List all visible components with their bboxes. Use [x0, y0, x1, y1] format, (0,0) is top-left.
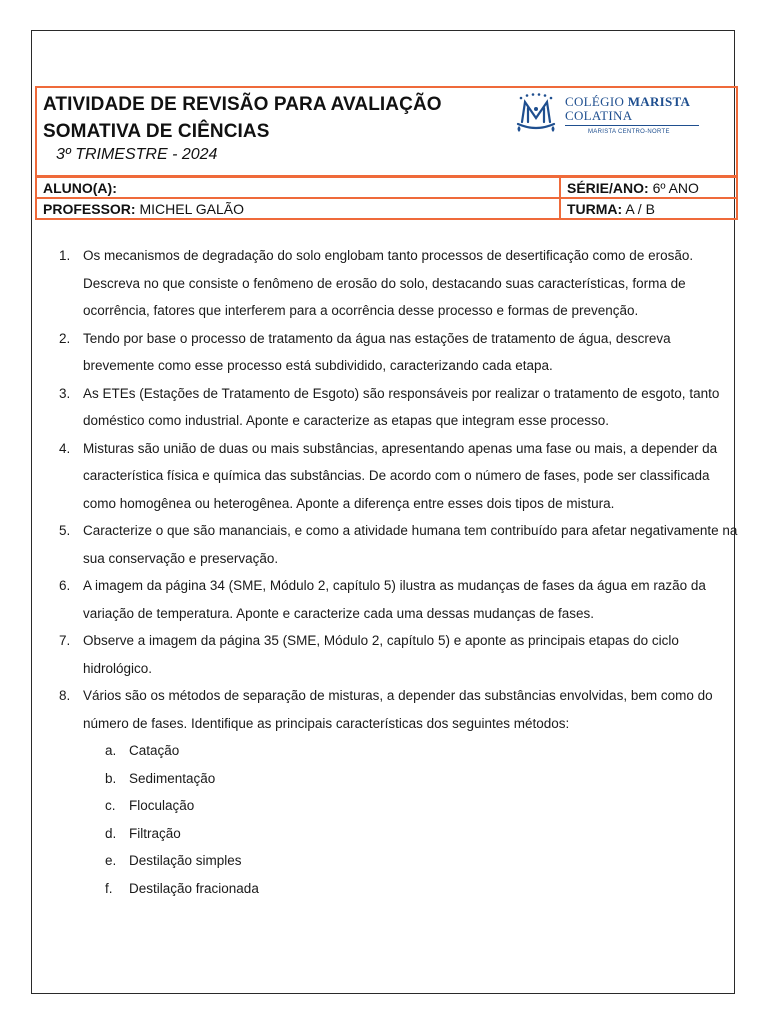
student-info-table: [35, 176, 738, 220]
document-subtitle: 3º TRIMESTRE - 2024: [56, 146, 218, 163]
question-item: [50, 380, 740, 435]
question-item: [50, 517, 740, 572]
question-text: Tendo por base o processo de tratamento da água nas estações de tratamento de água, descreva brevemente como esse processo está subdividido, caracterizando cada etapa.: [83, 330, 671, 373]
question-number: 3.: [59, 385, 71, 401]
method-item: [83, 765, 740, 793]
method-item: [83, 737, 740, 765]
class-cell: [560, 198, 737, 219]
method-item: [83, 875, 740, 903]
question-text: Os mecanismos de degradação do solo englobam tanto processos de desertificação como de erosão. Descreva no que consiste o fenômeno de erosão do solo, destacando suas características, forma de ocorrência, fatores que interferem para a ocorrência desse processo e formas de prevenção.: [83, 248, 694, 318]
question-number: 1.: [59, 248, 71, 263]
method-letter: d.: [105, 825, 117, 841]
question-text: Caracterize o que são mananciais, e como a atividade humana tem contribuído para afetar negativamente na sua conservação e preservação.: [83, 523, 738, 566]
method-letter: c.: [105, 798, 116, 813]
logo-line1-b: MARISTA: [627, 94, 691, 109]
logo-divider: [565, 125, 699, 126]
question-list: [50, 242, 740, 902]
teacher-cell: [36, 198, 560, 219]
question-text: As ETEs (Estações de Tratamento de Esgoto) são responsáveis por realizar o tratamento de esgoto, tanto doméstico como industrial. Aponte e caracterize as etapas que integram esse processo.: [83, 385, 720, 428]
question-item: [50, 242, 740, 325]
question-item: [50, 435, 740, 518]
student-label: ALUNO(A):: [43, 179, 117, 196]
logo-tagline: MARISTA CENTRO-NORTE: [588, 129, 670, 135]
question-item: [50, 627, 740, 682]
teacher-value: MICHEL GALÃO: [139, 200, 244, 217]
question-number: 5.: [59, 523, 71, 538]
method-letter: e.: [105, 853, 117, 868]
question-number: 4.: [59, 440, 71, 456]
logo-line2: COLATINA: [565, 108, 633, 123]
method-item: [83, 820, 740, 848]
question-number: 8.: [59, 688, 71, 703]
question-text: A imagem da página 34 (SME, Módulo 2, capítulo 5) ilustra as mudanças de fases da água em razão da variação de temperatura. Aponte e caracterize cada uma dessas mudanças de fases.: [83, 578, 706, 621]
question-number: 2.: [59, 330, 71, 346]
question-text: Observe a imagem da página 35 (SME, Módulo 2, capítulo 5) e aponte as principais etapas do ciclo hidrológico.: [83, 633, 679, 676]
grade-value: 6º ANO: [652, 179, 699, 196]
question-item: [50, 572, 740, 627]
question-text: Misturas são união de duas ou mais substâncias, apresentando apenas uma fase ou mais, a depender da característica física e química das substâncias. De acordo com o número de fases, pode ser classificada como homogênea ou heterogênea. Aponte a diferença entre esses dois tipos de mistura.: [83, 440, 718, 511]
info-row-teacher: [36, 198, 737, 219]
question-item: [50, 325, 740, 380]
method-letter: a.: [105, 743, 117, 758]
document-title: ATIVIDADE DE REVISÃO PARA AVALIAÇÃO SOMATIVA DE CIÊNCIAS: [43, 94, 442, 142]
method-label: Catação: [129, 743, 180, 758]
method-letter: b.: [105, 770, 117, 786]
class-label: TURMA:: [567, 200, 623, 217]
method-label: Destilação simples: [129, 853, 242, 868]
grade-cell: [560, 177, 737, 198]
logo-line1-a: COLÉGIO: [565, 94, 628, 109]
question-number: 6.: [59, 578, 71, 593]
method-label: Destilação fracionada: [129, 880, 259, 896]
school-logo: [513, 92, 713, 138]
student-field[interactable]: [36, 177, 560, 198]
info-row-student: [36, 177, 737, 198]
class-value: A / B: [625, 200, 655, 217]
method-letter: f.: [105, 880, 113, 896]
marista-monogram-icon: [513, 92, 559, 136]
question-text: Vários são os métodos de separação de misturas, a depender das substâncias envolvidas, bem como do número de fases. Identifique as principais características dos seguintes métodos:: [83, 688, 713, 731]
method-item: [83, 792, 740, 820]
teacher-label: PROFESSOR:: [43, 200, 136, 217]
logo-wordmark: [565, 95, 690, 123]
question-number: 7.: [59, 633, 71, 648]
method-item: [83, 847, 740, 875]
method-label: Floculação: [129, 798, 195, 813]
method-list: [83, 737, 740, 902]
method-label: Filtração: [129, 825, 181, 841]
method-label: Sedimentação: [129, 770, 216, 786]
question-item: [50, 682, 740, 902]
grade-label: SÉRIE/ANO:: [567, 179, 649, 196]
